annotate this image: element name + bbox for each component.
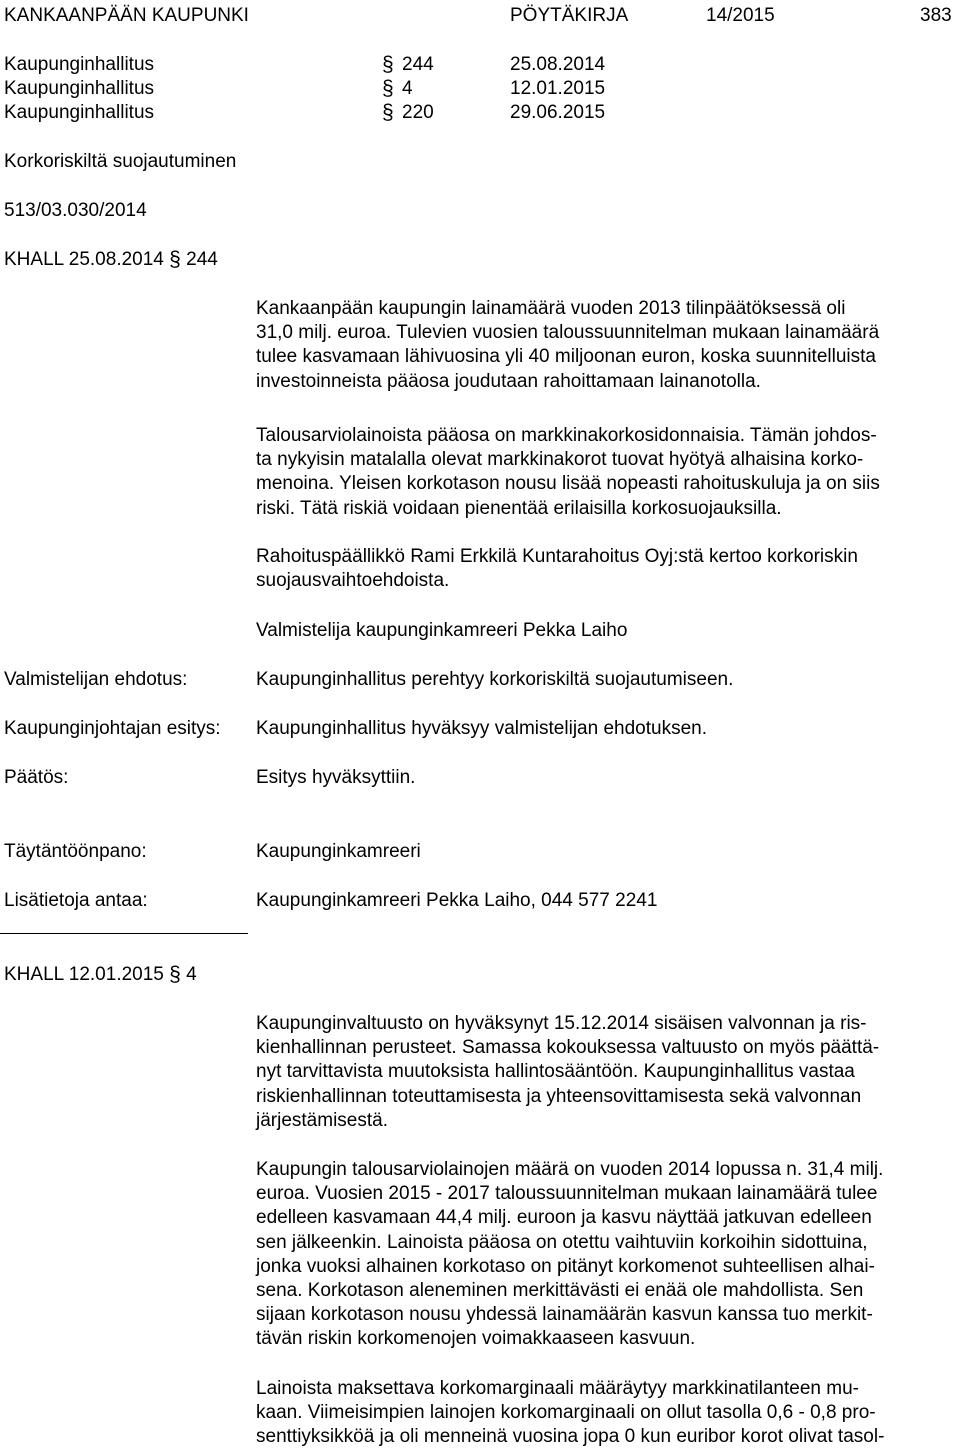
info-label: Lisätietoja antaa: <box>4 890 148 911</box>
decision-label: Päätös: <box>4 767 69 788</box>
proposal-label: Valmistelijan ehdotus: <box>4 669 188 690</box>
info-text: Kaupunginkamreeri Pekka Laiho, 044 577 2241 <box>256 890 658 911</box>
meeting-heading: KHALL 25.08.2014 § 244 <box>4 248 218 271</box>
decision-text: Esitys hyväksyttiin. <box>256 767 416 788</box>
section-sign: § <box>382 53 394 76</box>
body-paragraph: Kaupunginvaltuusto on hyväksynyt 15.12.2014 sisäisen valvonnan ja ris- kienhallinnan perusteet. Samassa kokouksessa valtuusto on myös päättä- nyt tarvittavista muutoksista hallintosääntöön. Kaupunginhallitus vastaa riskienhallinnan toteuttamisesta ja yhteensovittamisesta sekä valvonnan järjestämisestä. <box>256 1013 880 1131</box>
section-sign: § <box>382 101 394 124</box>
reference-body: Kaupunginhallitus <box>4 78 155 99</box>
execution-text: Kaupunginkamreeri <box>256 841 421 862</box>
header-issue: 14/2015 <box>706 5 775 26</box>
reference-date: 12.01.2015 <box>510 78 606 99</box>
header-page-number: 383 <box>920 5 952 26</box>
body-paragraph: Talousarviolainoista pääosa on markkinakorkosidonnaisia. Tämän johdos- ta nykyisin matalalla olevat markkinakorot tuovat hyötyä alhaisina korko- menoina. Yleisen korkotason nousu lisää nopeasti rahoituskuluja ja on siis riski. Tätä riskiä voidaan pienentää erilaisilla korkosuojauksilla. <box>256 425 880 519</box>
section-sign: § <box>382 77 394 100</box>
body-paragraph: Rahoituspäällikkö Rami Erkkilä Kuntarahoitus Oyj:stä kertoo korkoriskin suojausvaihtoehdoista. <box>256 546 858 592</box>
section-sign: § <box>169 963 181 986</box>
diary-number: 513/03.030/2014 <box>4 200 147 221</box>
reference-number: 244 <box>402 54 434 75</box>
body-paragraph: Lainoista maksettava korkomarginaali määräytyy markkinatilanteen mu- kaan. Viimeisimpien lainojen korkomarginaali on ollut tasolla 0,6 - 0,8 pro- senttiyksikköä ja oli menneinä vuosina jopa 0 kun euribor korot olivat tasol- <box>256 1378 885 1448</box>
reference-body: Kaupunginhallitus <box>4 54 155 75</box>
section-sign: § <box>169 248 181 271</box>
body-paragraph: Kankaanpään kaupungin lainamäärä vuoden 2013 tilinpäätöksessä oli 31,0 milj. euroa. Tulevien vuosien taloussuunnitelman mukaan lainamäärä tulee kasvamaan lähivuosina yli 40 miljoonan euron, koska suunnitelluista investoinneista pääosa joudutaan rahoittamaan lainanotolla. <box>256 298 880 392</box>
meeting-heading: KHALL 12.01.2015 § 4 <box>4 963 197 986</box>
reference-body: Kaupunginhallitus <box>4 102 155 123</box>
mayor-proposal-text: Kaupunginhallitus hyväksyy valmistelijan ehdotuksen. <box>256 718 707 739</box>
header-org: KANKAANPÄÄN KAUPUNKI <box>4 5 249 26</box>
reference-date: 29.06.2015 <box>510 102 606 123</box>
document-title: Korkoriskiltä suojautuminen <box>4 151 237 172</box>
reference-number: 220 <box>402 102 434 123</box>
preparer-line: Valmistelija kaupunginkamreeri Pekka Laiho <box>256 620 628 641</box>
execution-label: Täytäntöönpano: <box>4 841 147 862</box>
reference-date: 25.08.2014 <box>510 54 606 75</box>
header-doc-type: PÖYTÄKIRJA <box>510 5 629 26</box>
reference-number: 4 <box>402 78 413 99</box>
body-paragraph: Kaupungin talousarviolainojen määrä on vuoden 2014 lopussa n. 31,4 milj. euroa. Vuosien 2015 - 2017 taloussuunnitelman mukaan lainamäärä tulee edelleen kasvamaan 44,4 milj. euroon ja kasvu näyttää jatkuvan edelleen sen jälkeenkin. Lainoista pääosa on otettu vaihtuviin korkoihin sidottuina, jonka vuoksi alhainen korkotaso on pitänyt korkomenot suhteellisen alhai- sena. Korkotason aleneminen merkittävästi ei enää ole mahdollista. Sen sijaan korkotason nousu yhdessä lainamäärän kasvun kanssa tuo merkit- tävän riskin korkomenojen voimakkaaseen kasvuun. <box>256 1159 884 1350</box>
proposal-text: Kaupunginhallitus perehtyy korkoriskiltä suojautumiseen. <box>256 669 734 690</box>
mayor-proposal-label: Kaupunginjohtajan esitys: <box>4 718 221 739</box>
divider <box>0 933 248 934</box>
